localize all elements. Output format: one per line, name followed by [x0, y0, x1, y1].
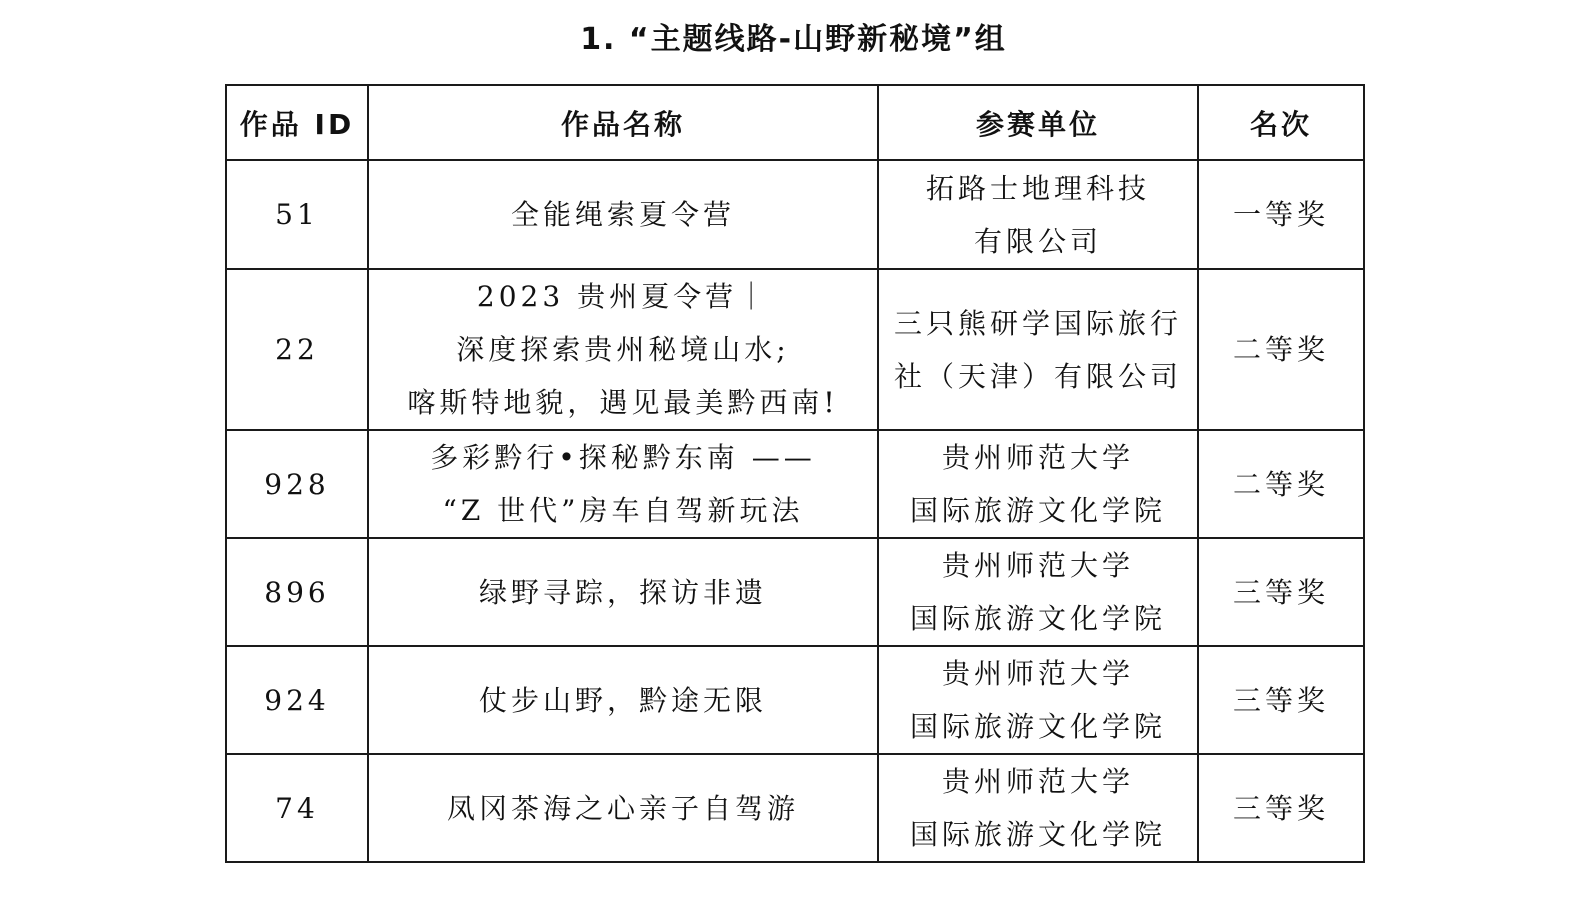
work-name-cell: [368, 754, 878, 862]
rank-cell: 一等奖: [1198, 160, 1364, 269]
table-header-row: [226, 85, 1364, 160]
entrant-unit-line: 贵州师范大学: [941, 441, 1134, 474]
entrant-unit-line: 拓路士地理科技: [925, 171, 1150, 205]
work-id-cell: 74: [226, 754, 368, 862]
entrant-unit-cell: [878, 269, 1198, 430]
work-name-cell: [368, 538, 878, 646]
entrant-unit-line: 国际旅游文化学院: [909, 602, 1166, 635]
entrant-unit-line: 贵州师范大学: [941, 657, 1134, 690]
entrant-unit-line: 国际旅游文化学院: [909, 710, 1166, 743]
work-name-cell: [368, 160, 878, 269]
rank-cell: 二等奖: [1198, 269, 1364, 430]
rank-cell: 二等奖: [1198, 430, 1364, 538]
table-row: [226, 160, 1364, 269]
entrant-unit-line: 有限公司: [973, 224, 1102, 258]
entrant-unit-line: 贵州师范大学: [941, 765, 1134, 798]
rank-cell: 三等奖: [1198, 646, 1364, 754]
page-title: 1. “主题线路-山野新秘境”组: [580, 22, 1007, 57]
work-name-cell: [368, 646, 878, 754]
header-rank: 名次: [1198, 85, 1364, 160]
work-name-line: 绿野寻踪，探访非遗: [478, 575, 767, 609]
header-work-name: 作品名称: [368, 85, 878, 160]
table-row: [226, 754, 1364, 862]
entrant-unit-cell: [878, 646, 1198, 754]
header-entrant-unit: 参赛单位: [878, 85, 1198, 160]
work-name-line: 深度探索贵州秘境山水;: [456, 333, 790, 366]
entrant-unit-line: 社（天津）有限公司: [893, 359, 1182, 393]
entrant-unit-line: 国际旅游文化学院: [909, 818, 1166, 851]
work-name-line: 仗步山野，黔途无限: [478, 683, 767, 717]
work-id-cell: 928: [226, 430, 368, 538]
entrant-unit-line: 国际旅游文化学院: [909, 494, 1166, 527]
table-row: [226, 646, 1364, 754]
entrant-unit-cell: [878, 538, 1198, 646]
work-name-cell: [368, 430, 878, 538]
table-row: [226, 430, 1364, 538]
work-id-cell: 51: [226, 160, 368, 269]
awards-table: [225, 84, 1365, 863]
header-work-id: 作品 ID: [226, 85, 368, 160]
entrant-unit-cell: [878, 430, 1198, 538]
entrant-unit-line: 贵州师范大学: [941, 549, 1134, 582]
entrant-unit-cell: [878, 754, 1198, 862]
work-name-line: 2023 贵州夏令营｜: [476, 280, 770, 313]
entrant-unit-line: 三只熊研学国际旅行: [893, 306, 1182, 340]
table-row: [226, 269, 1364, 430]
rank-cell: 三等奖: [1198, 754, 1364, 862]
work-id-cell: 22: [226, 269, 368, 430]
rank-cell: 三等奖: [1198, 538, 1364, 646]
work-id-cell: 924: [226, 646, 368, 754]
work-name-line: “Z 世代”房车自驾新玩法: [442, 494, 804, 527]
work-name-line: 喀斯特地貌，遇见最美黔西南!: [407, 386, 839, 419]
entrant-unit-cell: [878, 160, 1198, 269]
work-name-line: 多彩黔行•探秘黔东南 ——: [430, 441, 816, 474]
work-name-line: 全能绳索夏令营: [510, 198, 735, 231]
table-row: [226, 538, 1364, 646]
work-id-cell: 896: [226, 538, 368, 646]
work-name-line: 凤冈茶海之心亲子自驾游: [446, 791, 799, 825]
work-name-cell: [368, 269, 878, 430]
